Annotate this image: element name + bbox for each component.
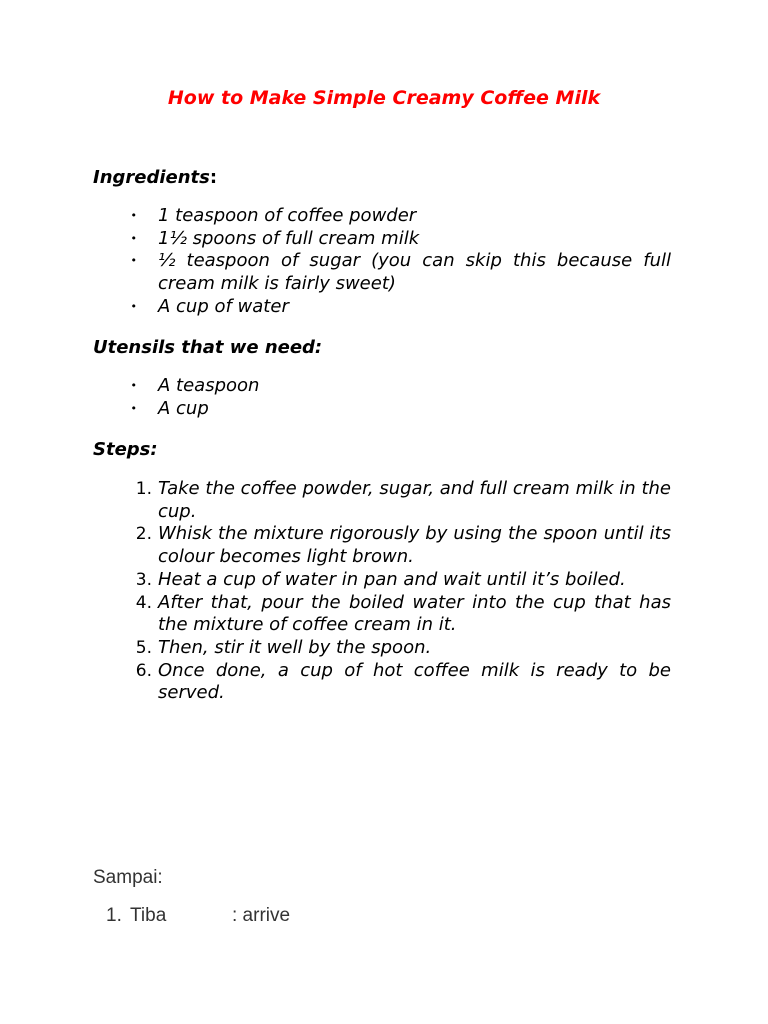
step-number: 2.: [135, 524, 152, 545]
step-number: 3.: [135, 569, 152, 590]
utensil-text: A teaspoon: [158, 375, 260, 396]
ingredient-text: 1 teaspoon of coffee powder: [158, 205, 417, 226]
step-text: Once done, a cup of hot coffee milk is ready to be served.: [158, 659, 671, 704]
vocab-number: 1.: [106, 905, 122, 926]
bullet-icon: •: [130, 231, 137, 245]
ingredient-text: A cup of water: [158, 295, 289, 317]
list-item: [106, 904, 290, 928]
step-text: After that, pour the boiled water into the cup that has the mixture of coffee cream in it.: [158, 591, 671, 636]
ingredients-heading-colon: :: [209, 167, 218, 188]
bullet-icon: •: [130, 299, 137, 313]
step-text: Then, stir it well by the spoon.: [158, 636, 432, 658]
list-item: [93, 637, 671, 660]
vocab-definition: : arrive: [232, 905, 291, 926]
step-text: Whisk the mixture rigorously by using the spoon until its colour becomes light brown.: [158, 523, 671, 568]
list-item: [93, 398, 671, 421]
ingredients-list: [93, 205, 671, 319]
ingredients-heading-text: Ingredients: [93, 167, 210, 188]
step-number: 1.: [135, 479, 152, 499]
ingredients-heading: [93, 166, 217, 190]
page-title: How to Make Simple Creamy Coffee Milk: [167, 87, 601, 109]
list-item: [93, 660, 671, 705]
bullet-icon: •: [130, 254, 137, 268]
list-item: [93, 250, 671, 295]
list-item: [93, 592, 671, 637]
utensils-heading: Utensils that we need:: [93, 337, 323, 358]
utensils-list: [93, 375, 671, 420]
list-item: [93, 523, 671, 568]
step-number: 4.: [135, 592, 152, 613]
utensil-text: A cup: [158, 397, 209, 419]
steps-list: [93, 478, 671, 705]
ingredient-text: 1½ spoons of full cream milk: [158, 227, 420, 249]
list-item: [93, 478, 671, 523]
step-text: Take the coffee powder, sugar, and full cream milk in the cup.: [158, 478, 671, 522]
bullet-icon: •: [130, 379, 137, 392]
bullet-icon: •: [130, 401, 137, 415]
vocabulary-list: [106, 904, 290, 928]
list-item: [93, 228, 671, 251]
step-number: 5.: [135, 637, 152, 658]
list-item: [93, 296, 671, 319]
list-item: [93, 205, 671, 228]
list-item: [93, 569, 671, 592]
ingredient-text: ½ teaspoon of sugar (you can skip this because full cream milk is fairly sweet): [158, 250, 671, 295]
step-text: Heat a cup of water in pan and wait until it’s boiled.: [158, 568, 626, 590]
vocab-term: Tiba: [130, 905, 167, 926]
vocabulary-heading: Sampai:: [93, 867, 163, 888]
step-number: 6.: [135, 660, 152, 681]
list-item: [93, 375, 671, 398]
bullet-icon: •: [130, 209, 137, 222]
steps-heading: Steps:: [93, 439, 158, 460]
